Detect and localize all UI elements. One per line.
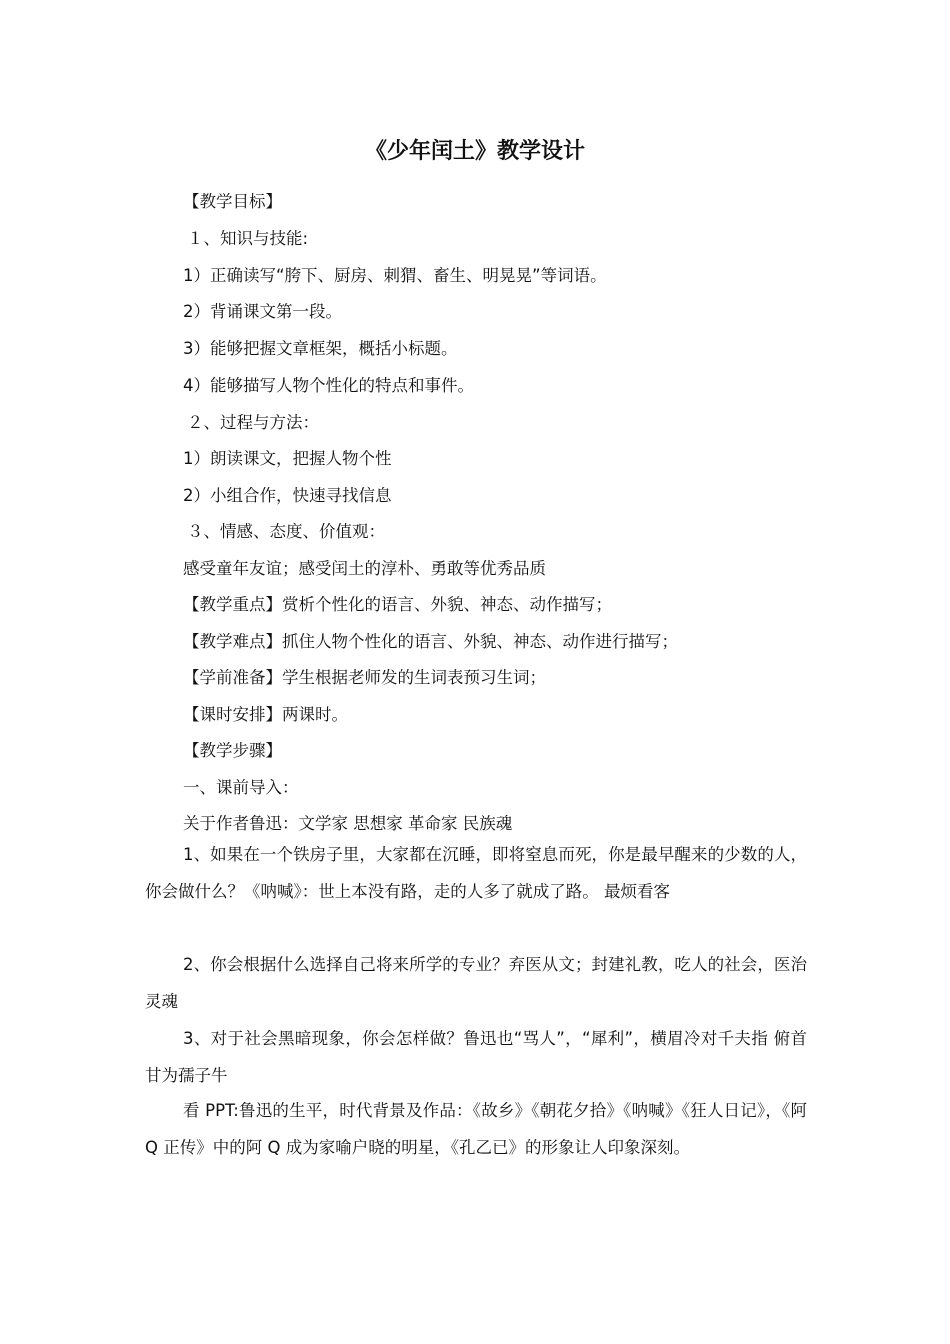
list-item: 1）正确读写“胯下、厨房、刺猬、畜生、明晃晃”等词语。 <box>183 266 607 285</box>
list-item: 感受童年友谊；感受闰土的淳朴、勇敢等优秀品质 <box>183 559 546 578</box>
list-item: 3）能够把握文章框架，概括小标题。 <box>183 339 458 358</box>
body-paragraph: 3、对于社会黑暗现象，你会怎样做？鲁迅也“骂人”，“犀利”，横眉冷对千夫指 俯首甘为孺子牛 <box>145 1029 807 1085</box>
section-difficult-points: 【教学难点】抓住人物个性化的语言、外貌、神态、动作进行描写； <box>183 632 678 651</box>
section-key-points: 【教学重点】赏析个性化的语言、外貌、神态、动作描写； <box>183 595 612 614</box>
document-title: 《少年闰土》教学设计 <box>364 139 585 164</box>
list-item: 4）能够描写人物个性化的特点和事件。 <box>183 376 474 395</box>
author-intro-line: 关于作者鲁迅：文学家 思想家 革命家 民族魂 <box>183 814 513 833</box>
subheading-introduction: 一、课前导入： <box>183 778 299 797</box>
subheading-process-method: ２、过程与方法： <box>187 413 319 432</box>
body-paragraph: 看 PPT:鲁迅的生平，时代背景及作品：《故乡》《朝花夕拾》《呐喊》《狂人日记》，《阿 Q 正传》中的阿 Q 成为家喻户晓的明星，《孔乙已》的形象让人印象深刻。 <box>145 1101 807 1157</box>
subheading-emotion-values: ３、情感、态度、价值观： <box>187 522 385 541</box>
body-paragraph: 2、你会根据什么选择自己将来所学的专业？弃医从文；封建礼教，吃人的社会，医治灵魂 <box>145 955 807 1011</box>
list-item: 2）背诵课文第一段。 <box>183 302 342 321</box>
list-item: 2）小组合作，快速寻找信息 <box>183 486 392 505</box>
subheading-knowledge-skills: １、知识与技能: <box>187 229 309 248</box>
section-schedule: 【课时安排】两课时。 <box>183 705 348 724</box>
body-paragraph: 1、如果在一个铁房子里，大家都在沉睡，即将窒息而死，你是最早醒来的少数的人，你会做什么？《呐喊》：世上本没有路，走的人多了就成了路。 最烦看客 <box>145 845 807 901</box>
section-preparation: 【学前准备】学生根据老师发的生词表预习生词； <box>183 668 546 687</box>
list-item: 1）朗读课文，把握人物个性 <box>183 449 392 468</box>
section-heading-steps: 【教学步骤】 <box>183 741 282 760</box>
section-heading-teaching-goals: 【教学目标】 <box>183 192 282 211</box>
